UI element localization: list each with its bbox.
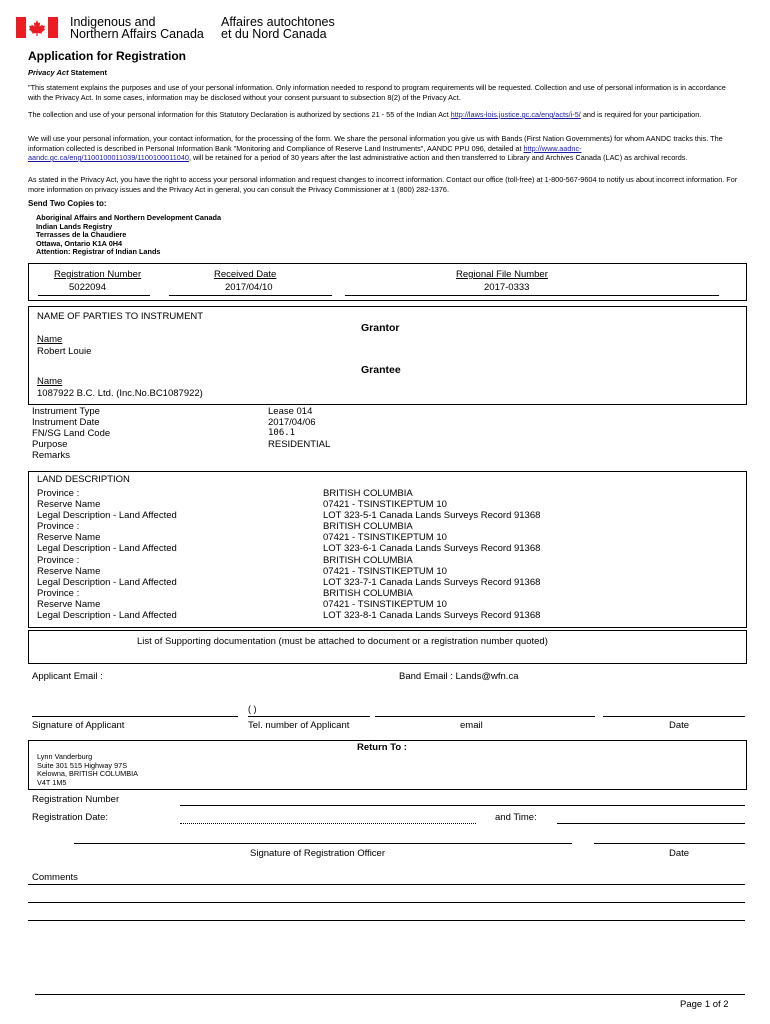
comments-line-2[interactable] bbox=[28, 902, 745, 903]
mailing-address bbox=[36, 214, 221, 257]
return-address-line: Lynn Vanderburg bbox=[37, 752, 93, 761]
legal-description-label: Legal Description - Land Affected bbox=[37, 510, 177, 522]
province-value[interactable]: BRITISH COLUMBIA bbox=[323, 554, 413, 566]
province-label: Province : bbox=[37, 554, 80, 566]
land-description-heading: LAND DESCRIPTION bbox=[37, 474, 130, 485]
return-address-line: Kelowna, BRITISH COLUMBIA bbox=[37, 769, 138, 779]
purpose-label: Purpose bbox=[32, 439, 68, 451]
registration-date-line[interactable] bbox=[180, 823, 476, 824]
reserve-name-label: Reserve Name bbox=[37, 598, 101, 610]
email-line[interactable] bbox=[375, 716, 595, 717]
comments-label: Comments bbox=[32, 872, 78, 883]
department-name-fr bbox=[221, 16, 335, 40]
date-line[interactable] bbox=[603, 716, 745, 717]
privacy-paragraph-1: "This statement explains the purposes and use of your personal information. Only information needed to respond to program requirements will be requested. Collection and use of personal information is in accordance with the Privacy Act. In some cases, information may be disclosed without your consent pursuant to subsection 8(2) of the Privacy Act. bbox=[28, 83, 726, 102]
reserve-name-value[interactable]: 07421 - TSINSTIKEPTUM 10 bbox=[323, 598, 447, 610]
aandc-link[interactable]: http://www.aadnc-aandc.gc.ca/eng/1100100011039/1100100011040 bbox=[28, 143, 582, 162]
registration-number-line[interactable] bbox=[180, 805, 745, 806]
signature-applicant-label: Signature of Applicant bbox=[32, 720, 125, 731]
officer-date-line[interactable] bbox=[594, 843, 745, 844]
address-line: Aboriginal Affairs and Northern Development Canada bbox=[36, 213, 222, 222]
send-copies-heading: Send Two Copies to: bbox=[28, 199, 107, 208]
province-label: Province : bbox=[37, 488, 80, 499]
grantee-name-value[interactable]: 1087922 B.C. Ltd. (Inc.No.BC1087922) bbox=[37, 388, 203, 399]
instrument-labels bbox=[32, 406, 110, 461]
return-address-line: V4T 1M5 bbox=[37, 777, 67, 787]
province-value[interactable]: BRITISH COLUMBIA bbox=[323, 488, 413, 499]
grantor-heading: Grantor bbox=[361, 322, 400, 334]
page-number: Page 1 of 2 bbox=[680, 999, 729, 1010]
para2-text-a: The collection and use of your personal information for this Statutory Declaration is authorized by sections 21 - 55 of the Indian Act bbox=[28, 110, 451, 119]
privacy-paragraph-2 bbox=[28, 110, 738, 120]
legal-description-value[interactable]: LOT 323-7-1 Canada Lands Surveys Record 91368 bbox=[323, 576, 541, 588]
reserve-name-value[interactable]: 07421 - TSINSTIKEPTUM 10 bbox=[323, 565, 447, 577]
dept-en-line-1: Indigenous and bbox=[70, 15, 156, 29]
address-line: Indian Lands Registry bbox=[36, 221, 113, 231]
parties-box bbox=[28, 306, 747, 405]
parties-heading: NAME OF PARTIES TO INSTRUMENT bbox=[37, 311, 204, 322]
land-values bbox=[323, 488, 540, 621]
province-value[interactable]: BRITISH COLUMBIA bbox=[323, 521, 413, 533]
legal-description-label: Legal Description - Land Affected bbox=[37, 543, 177, 555]
department-name-en bbox=[70, 16, 204, 40]
legal-description-value[interactable]: LOT 323-5-1 Canada Lands Surveys Record 91368 bbox=[323, 510, 541, 522]
tel-area-code[interactable]: ( ) bbox=[248, 704, 257, 714]
legal-description-label: Legal Description - Land Affected bbox=[37, 610, 177, 622]
remarks-value[interactable] bbox=[268, 450, 330, 461]
return-address bbox=[37, 753, 138, 787]
remarks-label: Remarks bbox=[32, 450, 71, 462]
email-label: email bbox=[460, 720, 483, 731]
officer-date-label: Date bbox=[669, 848, 690, 859]
reserve-name-label: Reserve Name bbox=[37, 565, 101, 577]
comments-line-1[interactable] bbox=[28, 884, 745, 885]
return-to-box bbox=[28, 740, 747, 790]
tel-applicant-label: Tel. number of Applicant bbox=[248, 720, 350, 731]
land-code-value[interactable]: 106.1 bbox=[268, 428, 296, 439]
privacy-act-rest: Statement bbox=[68, 68, 107, 77]
comments-line-3[interactable] bbox=[28, 920, 745, 921]
legal-description-label: Legal Description - Land Affected bbox=[37, 576, 177, 588]
registration-number-value[interactable]: 5022094 bbox=[69, 282, 106, 293]
grantor-name-label: Name bbox=[37, 334, 63, 345]
reserve-name-label: Reserve Name bbox=[37, 532, 101, 544]
province-label: Province : bbox=[37, 587, 80, 599]
reserve-name-value[interactable]: 07421 - TSINSTIKEPTUM 10 bbox=[323, 532, 447, 544]
province-value[interactable]: BRITISH COLUMBIA bbox=[323, 587, 413, 599]
registration-info-box bbox=[28, 263, 747, 301]
reserve-name-value[interactable]: 07421 - TSINSTIKEPTUM 10 bbox=[323, 499, 447, 511]
province-label: Province : bbox=[37, 521, 80, 533]
privacy-act-italic: Privacy Act bbox=[28, 68, 69, 77]
officer-signature-line[interactable] bbox=[74, 843, 572, 844]
instrument-type-label: Instrument Type bbox=[32, 406, 100, 417]
address-line: Ottawa, Ontario K1A 0H4 bbox=[36, 238, 123, 248]
privacy-paragraph-4: As stated in the Privacy Act, you have the right to access your personal information and request changes to incorrect information. Contact our office (toll-free) at 1-800-567-9604 to notify us about incorrect information. For more information on privacy issues and the Privacy Act in general, you can consult the Privacy Commissioner at 1 (800) 282-1376. bbox=[28, 175, 738, 194]
received-date-label: Received Date bbox=[214, 269, 277, 280]
registration-number-label: Registration Number bbox=[54, 269, 142, 280]
and-time-label: and Time: bbox=[495, 812, 537, 823]
footer-divider bbox=[35, 994, 745, 995]
supporting-documentation-label: List of Supporting documentation (must be attached to document or a registration number quoted) bbox=[137, 636, 548, 647]
band-email-label: Band Email : Lands@wfn.ca bbox=[399, 671, 519, 682]
return-address-line: Suite 301 515 Highway 97S bbox=[37, 760, 128, 770]
privacy-act-heading bbox=[28, 68, 107, 77]
registration-date-label: Registration Date: bbox=[32, 812, 109, 823]
dept-fr-line-2: et du Nord Canada bbox=[221, 27, 327, 41]
address-line: Terrasses de la Chaudiere bbox=[36, 230, 127, 240]
received-date-value[interactable]: 2017/04/10 bbox=[225, 282, 273, 293]
instrument-date-label: Instrument Date bbox=[32, 417, 100, 429]
form-title: Application for Registration bbox=[28, 49, 187, 63]
supporting-documentation-box[interactable] bbox=[28, 630, 747, 664]
applicant-email-label: Applicant Email : bbox=[32, 671, 103, 682]
reserve-name-label: Reserve Name bbox=[37, 499, 101, 511]
registration-number-field-label: Registration Number bbox=[32, 794, 120, 805]
instrument-date-value[interactable]: 2017/04/06 bbox=[268, 417, 316, 429]
address-line: Attention: Registrar of Indian Lands bbox=[36, 247, 161, 257]
purpose-value[interactable]: RESIDENTIAL bbox=[268, 439, 331, 451]
para3-text-a: We will use your personal information, your contact information, for the processing of the form. We share the personal information you give us with Bands (First Nation Governments) for whom AANDC tracks this. The information collected is described in Personal Information Bank "Monitoring and Compliance of Reserve Land Instruments", AANDC PPU 096, detailed at bbox=[28, 134, 723, 153]
land-labels bbox=[37, 488, 177, 621]
land-code-label: FN/SG Land Code bbox=[32, 428, 111, 440]
instrument-type-value[interactable]: Lease 014 bbox=[268, 406, 313, 417]
privacy-paragraph-3 bbox=[28, 134, 738, 163]
grantee-heading: Grantee bbox=[361, 364, 401, 376]
para3-text-b: , will be retained for a period of 30 years after the last administrative action and then transferred to Library and Archives Canada (LAC) as archival records. bbox=[188, 153, 688, 162]
grantee-name-label: Name bbox=[37, 376, 63, 387]
para2-text-b: and is required for your participation. bbox=[580, 110, 702, 119]
land-description-box bbox=[28, 471, 747, 628]
legal-description-value[interactable]: LOT 323-8-1 Canada Lands Surveys Record 91368 bbox=[323, 610, 541, 622]
time-line[interactable] bbox=[557, 823, 745, 824]
applicant-signature-line[interactable] bbox=[32, 716, 238, 717]
instrument-values bbox=[268, 406, 330, 461]
grantor-name-value[interactable]: Robert Louie bbox=[37, 346, 92, 357]
return-to-heading: Return To : bbox=[357, 742, 407, 753]
officer-signature-label: Signature of Registration Officer bbox=[250, 848, 386, 859]
date-label: Date bbox=[669, 720, 690, 731]
regional-file-number-value[interactable]: 2017-0333 bbox=[484, 282, 530, 293]
regional-file-number-label: Regional File Number bbox=[456, 269, 548, 280]
dept-fr-line-1: Affaires autochtones bbox=[221, 15, 335, 29]
dept-en-line-2: Northern Affairs Canada bbox=[70, 27, 204, 41]
legal-description-value[interactable]: LOT 323-6-1 Canada Lands Surveys Record 91368 bbox=[323, 543, 541, 555]
indian-act-link[interactable]: http://laws-lois.justice.gc.ca/eng/acts/i-5/ bbox=[450, 110, 581, 119]
tel-line[interactable] bbox=[248, 716, 370, 717]
canada-flag-icon bbox=[16, 17, 58, 38]
